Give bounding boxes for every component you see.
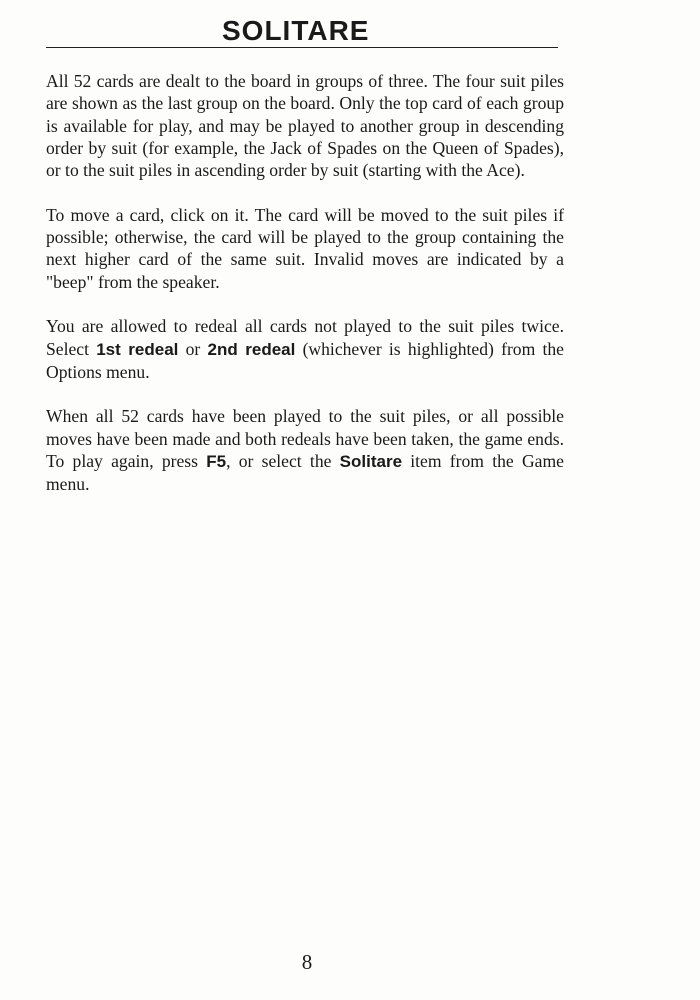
body-text <box>46 70 564 518</box>
key-f5: F5 <box>206 452 227 472</box>
option-1st-redeal: 1st redeal <box>96 339 179 359</box>
paragraph-game-end-text-1: When all 52 cards have been played to the suit piles, or all possible moves have been made and both redeals have been taken, the game ends. To play again, press <box>46 406 564 472</box>
paragraph-game-end-text-3: item from the Game menu. <box>46 451 564 495</box>
title-underline <box>46 47 558 48</box>
paragraph-game-end-text-2: , or select the <box>226 451 340 472</box>
paragraph-dealing <box>46 70 564 181</box>
option-2nd-redeal: 2nd redeal <box>207 339 296 359</box>
paragraph-dealing-text: All 52 cards are dealt to the board in groups of three. The four suit piles are shown as the last group on the board. Only the top card of each group is available for play, and may be played to another group in descending order by suit (for example, the Jack of Spades on the Queen of Spades), or to the suit piles in ascending order by suit (starting with the Ace). <box>46 71 564 181</box>
menu-item-solitare: Solitare <box>339 452 403 472</box>
paragraph-redeal-text-3: (whichever is highlighted) from the Options menu. <box>46 338 564 382</box>
paragraph-redeal-text-1: You are allowed to redeal all cards not played to the suit piles twice. Select <box>46 316 564 359</box>
paragraph-redeal-text-2: or <box>178 338 208 359</box>
page-title: SOLITARE <box>222 15 370 46</box>
page-number: 8 <box>301 950 313 974</box>
paragraph-moving <box>46 204 564 293</box>
paragraph-game-end <box>46 405 564 495</box>
paragraph-redeal <box>46 315 564 383</box>
paragraph-moving-text: To move a card, click on it. The card will be moved to the suit piles if possible; otherwise, the card will be played to the group containing the next higher card of the same suit. Invalid moves are indicated by a "beep" from the speaker. <box>46 204 564 292</box>
